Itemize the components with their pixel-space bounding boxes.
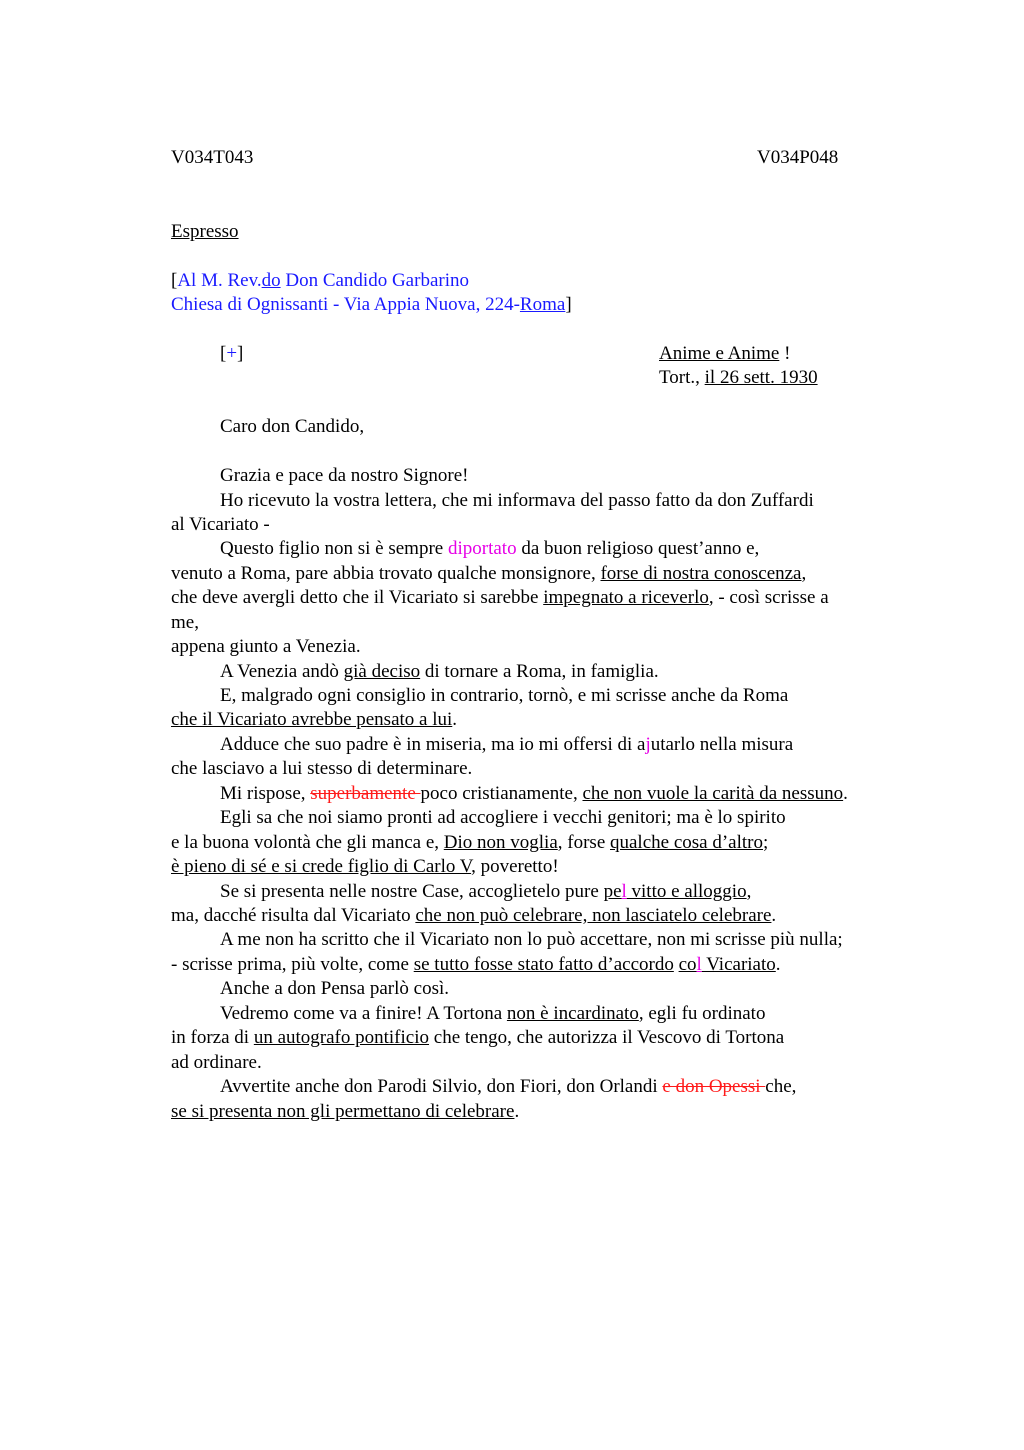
address-line-2 (171, 293, 572, 317)
underlined-phrase: non è incardinato (506, 1003, 639, 1024)
document-code-left: V034T043 (171, 147, 254, 168)
cross-close-bracket: ] (237, 343, 244, 364)
body-line: E, malgrado ogni consiglio in contrario, tornò, e mi scrisse anche da Roma (220, 685, 789, 706)
text-segment: e la buona volontà che gli manca e, (171, 832, 444, 853)
body-line (171, 708, 457, 732)
underlined-phrase: pe (603, 881, 622, 902)
text-segment: . (843, 783, 848, 804)
body-line (220, 733, 793, 757)
highlight-word: diportato (447, 538, 517, 559)
body-line: ad ordinare. (171, 1052, 262, 1073)
address-name: Don Candido Garbarino (280, 270, 469, 291)
body-line (220, 880, 751, 904)
body-line: Egli sa che noi siamo pronti ad accogliere i vecchi genitori; ma è lo spirito (220, 807, 786, 828)
struck-word: superbamente (310, 783, 421, 804)
text-segment: , poveretto! (471, 856, 559, 877)
highlight-letter: l (621, 881, 627, 902)
underlined-phrase: che non vuole la carità da nessuno (582, 783, 844, 804)
place: Tort., (659, 367, 705, 388)
address-open-bracket: [ (171, 270, 178, 291)
motto (659, 342, 790, 366)
underlined-phrase: forse di nostra conoscenza (600, 563, 802, 584)
place-date (659, 366, 818, 390)
underlined-phrase: Dio non voglia (443, 832, 558, 853)
text-segment: utarlo nella misura (650, 734, 794, 755)
cross-icon: + (226, 343, 238, 364)
underlined-phrase: impegnato a riceverlo (543, 587, 709, 608)
cross-mark (220, 342, 243, 366)
text-segment: , egli fu ordinato (638, 1003, 766, 1024)
body-line (171, 904, 776, 928)
address-title-suffix: do (261, 270, 281, 291)
text-segment: . (514, 1101, 520, 1122)
text-segment: Questo figlio non si è sempre (220, 538, 448, 559)
address-line-1 (171, 269, 469, 293)
text-segment: poco cristianamente, (420, 783, 583, 804)
body-line: Ho ricevuto la vostra lettera, che mi informava del passo fatto da don Zuffardi (220, 490, 814, 511)
body-line (171, 855, 559, 879)
motto-text: Anime e Anime (659, 343, 780, 364)
text-segment: . (452, 709, 458, 730)
cross-open-bracket: [ (220, 343, 227, 364)
text-segment: da buon religioso quest’anno e, (516, 538, 760, 559)
underlined-phrase: vitto e alloggio (626, 881, 747, 902)
underlined-phrase: co (678, 954, 697, 975)
address-close-bracket: ] (565, 294, 572, 315)
body-line: Grazia e pace da nostro Signore! (220, 465, 469, 486)
address-title: Al M. Rev. (177, 270, 262, 291)
text-segment: ma, dacché risulta dal Vicariato (171, 905, 416, 926)
text-segment: , (801, 563, 807, 584)
body-line: che lasciavo a lui stesso di determinare. (171, 758, 473, 779)
text-segment: di tornare a Roma, in famiglia. (420, 661, 659, 682)
underlined-phrase: che il Vicariato avrebbe pensato a lui (171, 709, 453, 730)
text-segment: Mi rispose, (220, 783, 311, 804)
underlined-phrase: qualche cosa d’altro (610, 832, 763, 853)
body-line: Anche a don Pensa parlò così. (220, 978, 449, 999)
body-line (171, 562, 806, 586)
text-segment: Se si presenta nelle nostre Case, accoglietelo pure (220, 881, 604, 902)
body-line (171, 953, 781, 977)
address-city: Roma (519, 294, 566, 315)
body-line (171, 586, 829, 610)
underlined-phrase: già deciso (343, 661, 421, 682)
body-line: A me non ha scritto che il Vicariato non lo può accettare, non mi scrisse più nulla; (220, 929, 843, 950)
body-line (171, 1026, 784, 1050)
text-segment: , forse (557, 832, 610, 853)
body-line (220, 782, 848, 806)
address-street: Chiesa di Ognissanti - Via Appia Nuova, 224- (171, 294, 520, 315)
text-segment: Avvertite anche don Parodi Silvio, don Fiori, don Orlandi (220, 1076, 663, 1097)
body-line (220, 537, 759, 561)
document-code-right: V034P048 (757, 147, 839, 168)
body-line: appena giunto a Venezia. (171, 636, 361, 657)
text-segment: venuto a Roma, pare abbia trovato qualche monsignore, (171, 563, 601, 584)
text-segment: Adduce che suo padre è in miseria, ma io mi offersi di a (220, 734, 646, 755)
struck-phrase: e don Opessi (662, 1076, 766, 1097)
date: il 26 sett. 1930 (704, 367, 818, 388)
body-line (220, 1075, 796, 1099)
body-line: al Vicariato - (171, 514, 270, 535)
underlined-phrase: un autografo pontificio (253, 1027, 430, 1048)
body-line (171, 1100, 519, 1124)
text-segment: ; (762, 832, 769, 853)
text-segment: , - così scrisse a (708, 587, 829, 608)
body-line (171, 831, 768, 855)
text-segment: che tengo, che autorizza il Vescovo di Tortona (429, 1027, 785, 1048)
body-line: me, (171, 612, 199, 633)
salutation: Caro don Candido, (220, 416, 365, 437)
text-segment: . (771, 905, 777, 926)
text-segment: che deve avergli detto che il Vicariato si sarebbe (171, 587, 544, 608)
text-segment: in forza di (171, 1027, 254, 1048)
highlight-letter: j (645, 734, 651, 755)
text-segment: che, (765, 1076, 797, 1097)
text-segment: - scrisse prima, più volte, come (171, 954, 414, 975)
underlined-phrase: se tutto fosse stato fatto d’accordo (413, 954, 674, 975)
text-segment: A Venezia andò (220, 661, 344, 682)
body-line (220, 1002, 765, 1026)
underlined-phrase: è pieno di sé e si crede figlio di Carlo V (171, 856, 472, 877)
underlined-phrase: se si presenta non gli permettano di celebrare (171, 1101, 515, 1122)
text-segment: Vedremo come va a finire! A Tortona (220, 1003, 507, 1024)
motto-bang: ! (779, 343, 791, 364)
highlight-letter: l (696, 954, 702, 975)
text-segment: , (746, 881, 752, 902)
espresso-label: Espresso (171, 221, 239, 242)
text-segment: . (775, 954, 781, 975)
underlined-phrase: che non può celebrare, non lasciatelo celebrare (415, 905, 772, 926)
underlined-phrase: Vicariato (701, 954, 776, 975)
body-line (220, 660, 659, 684)
